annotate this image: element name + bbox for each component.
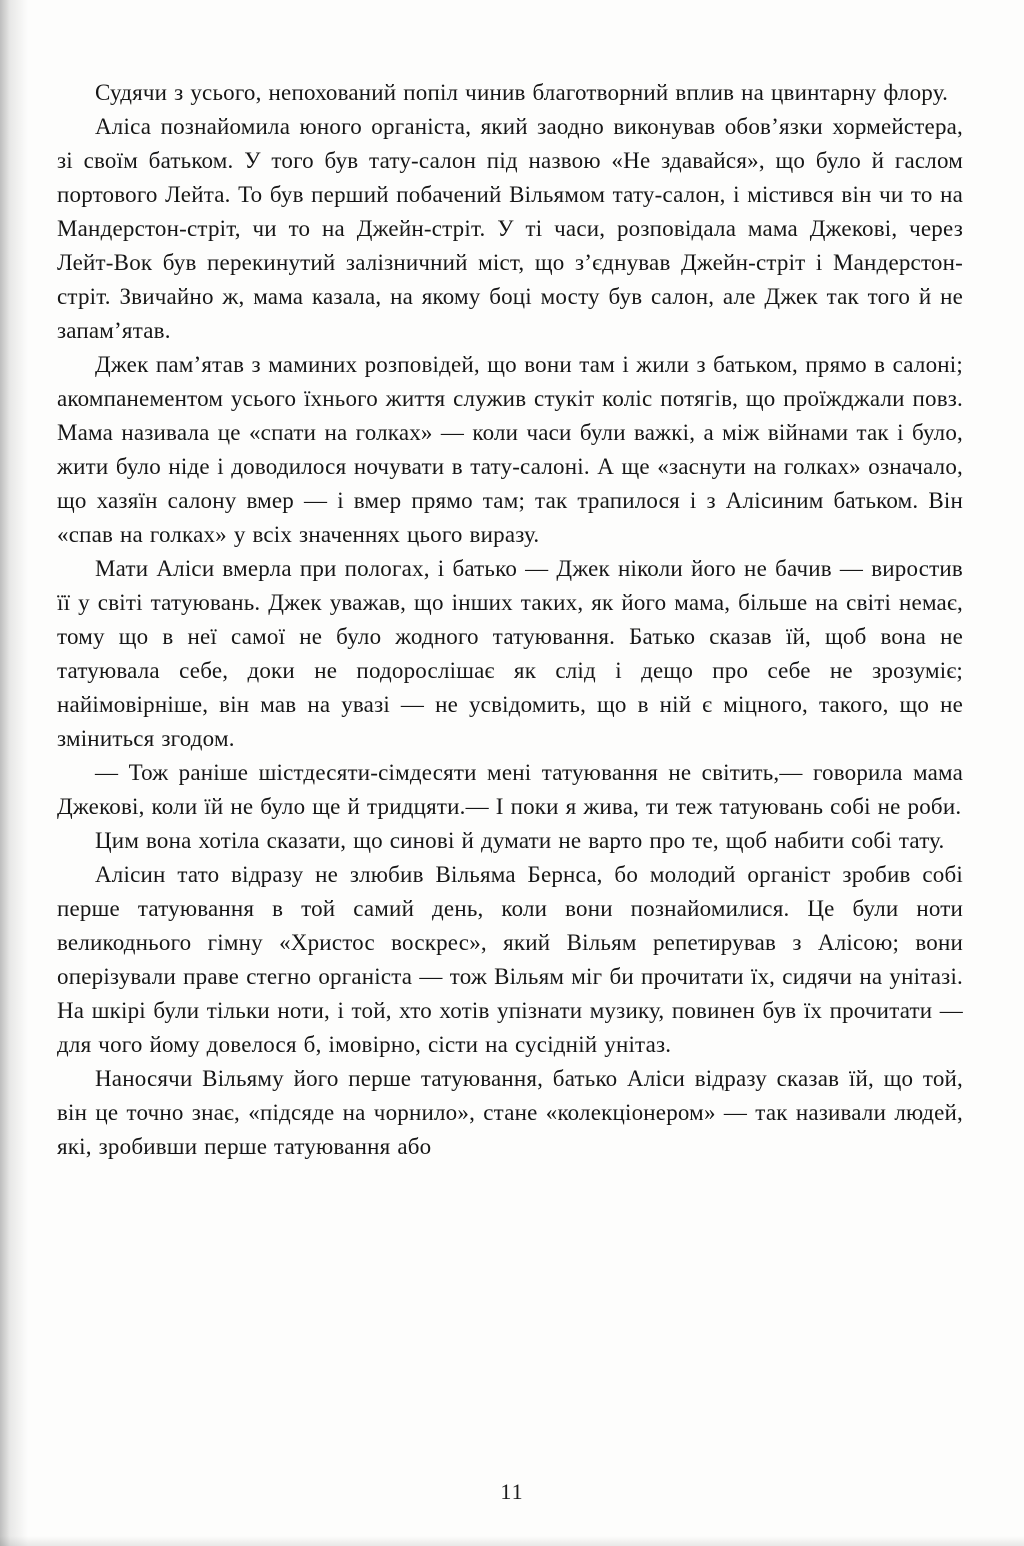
- scan-shadow-bottom: [0, 1536, 1024, 1546]
- paragraph: Алісин тато відразу не злюбив Вільяма Бернса, бо молодий органіст зробив собі перше татуювання в той самий день, коли вони познайомилися. Це були ноти великоднього гімну «Христос воскрес», який Вільям репетирував з Алісою; вони оперізували праве стегно органіста — тож Вільям міг би прочитати їх, сидячи на унітазі. На шкірі були тільки ноти, і той, хто хотів упізнати музику, повинен був їх прочитати — для чого йому довелося б, імовірно, сісти на сусідній унітаз.: [57, 862, 963, 1057]
- paragraph: Джек пам’ятав з маминих розповідей, що вони там і жили з батьком, прямо в салоні; акомпанементом усього їхнього життя служив стукіт коліс потягів, що проїжджали повз. Мама називала це «спати на голках» — коли часи були важкі, а між війнами так і було, жити було ніде і доводилося ночувати в тату-салоні. А ще «заснути на голках» означало, що хазяїн салону вмер — і вмер прямо там; так трапилося і з Алісиним батьком. Він «спав на голках» у всіх значеннях цього виразу.: [57, 352, 963, 547]
- paragraph: Аліса познайомила юного органіста, який заодно виконував обов’язки хормейстера, зі своїм батьком. У того був тату-салон під назвою «Не здавайся», що було й гаслом портового Лейта. То був перший побачений Вільямом тату-салон, і містився він чи то на Мандерстон-стріт, чи то на Джейн-стріт. У ті часи, розповідала мама Джекові, через Лейт-Вок був перекинутий залізничний міст, що з’єднував Джейн-стріт і Мандерстон-стріт. Звичайно ж, мама казала, на якому боці мосту був салон, але Джек так того й не запам’ятав.: [57, 114, 963, 343]
- paragraph: Мати Аліси вмерла при пологах, і батько — Джек ніколи його не бачив — виростив її у світі татуювань. Джек уважав, що інших таких, як його мама, більше на світі немає, тому що в неї самої не було жодного татуювання. Батько сказав їй, щоб вона не татуювала себе, доки не подорослішає як слід і дещо про себе не зрозуміє; найімовірніше, він мав на увазі — не усвідомить, що в ній є міцного, такого, що не зміниться згодом.: [57, 556, 963, 751]
- body-text: [57, 76, 963, 1164]
- paragraph: — Тож раніше шістдесяти-сімдесяти мені татуювання не світить,— говорила мама Джекові, коли їй не було ще й тридцяти.— І поки я жива, ти теж татуювань собі не роби.: [57, 760, 963, 819]
- paragraph: Судячи з усього, непохований попіл чинив благотворний вплив на цвинтарну флору.: [95, 80, 949, 105]
- page-number: 11: [500, 1479, 524, 1504]
- scan-shadow-left: [0, 0, 28, 1546]
- paragraph: Цим вона хотіла сказати, що синові й думати не варто про те, щоб набити собі тату.: [95, 828, 945, 853]
- paragraph: Наносячи Вільяму його перше татуювання, батько Аліси відразу сказав їй, що той, він це точно знає, «підсяде на чорнило», стане «колекціонером» — так називали людей, які, зробивши перше татуювання або: [57, 1066, 963, 1159]
